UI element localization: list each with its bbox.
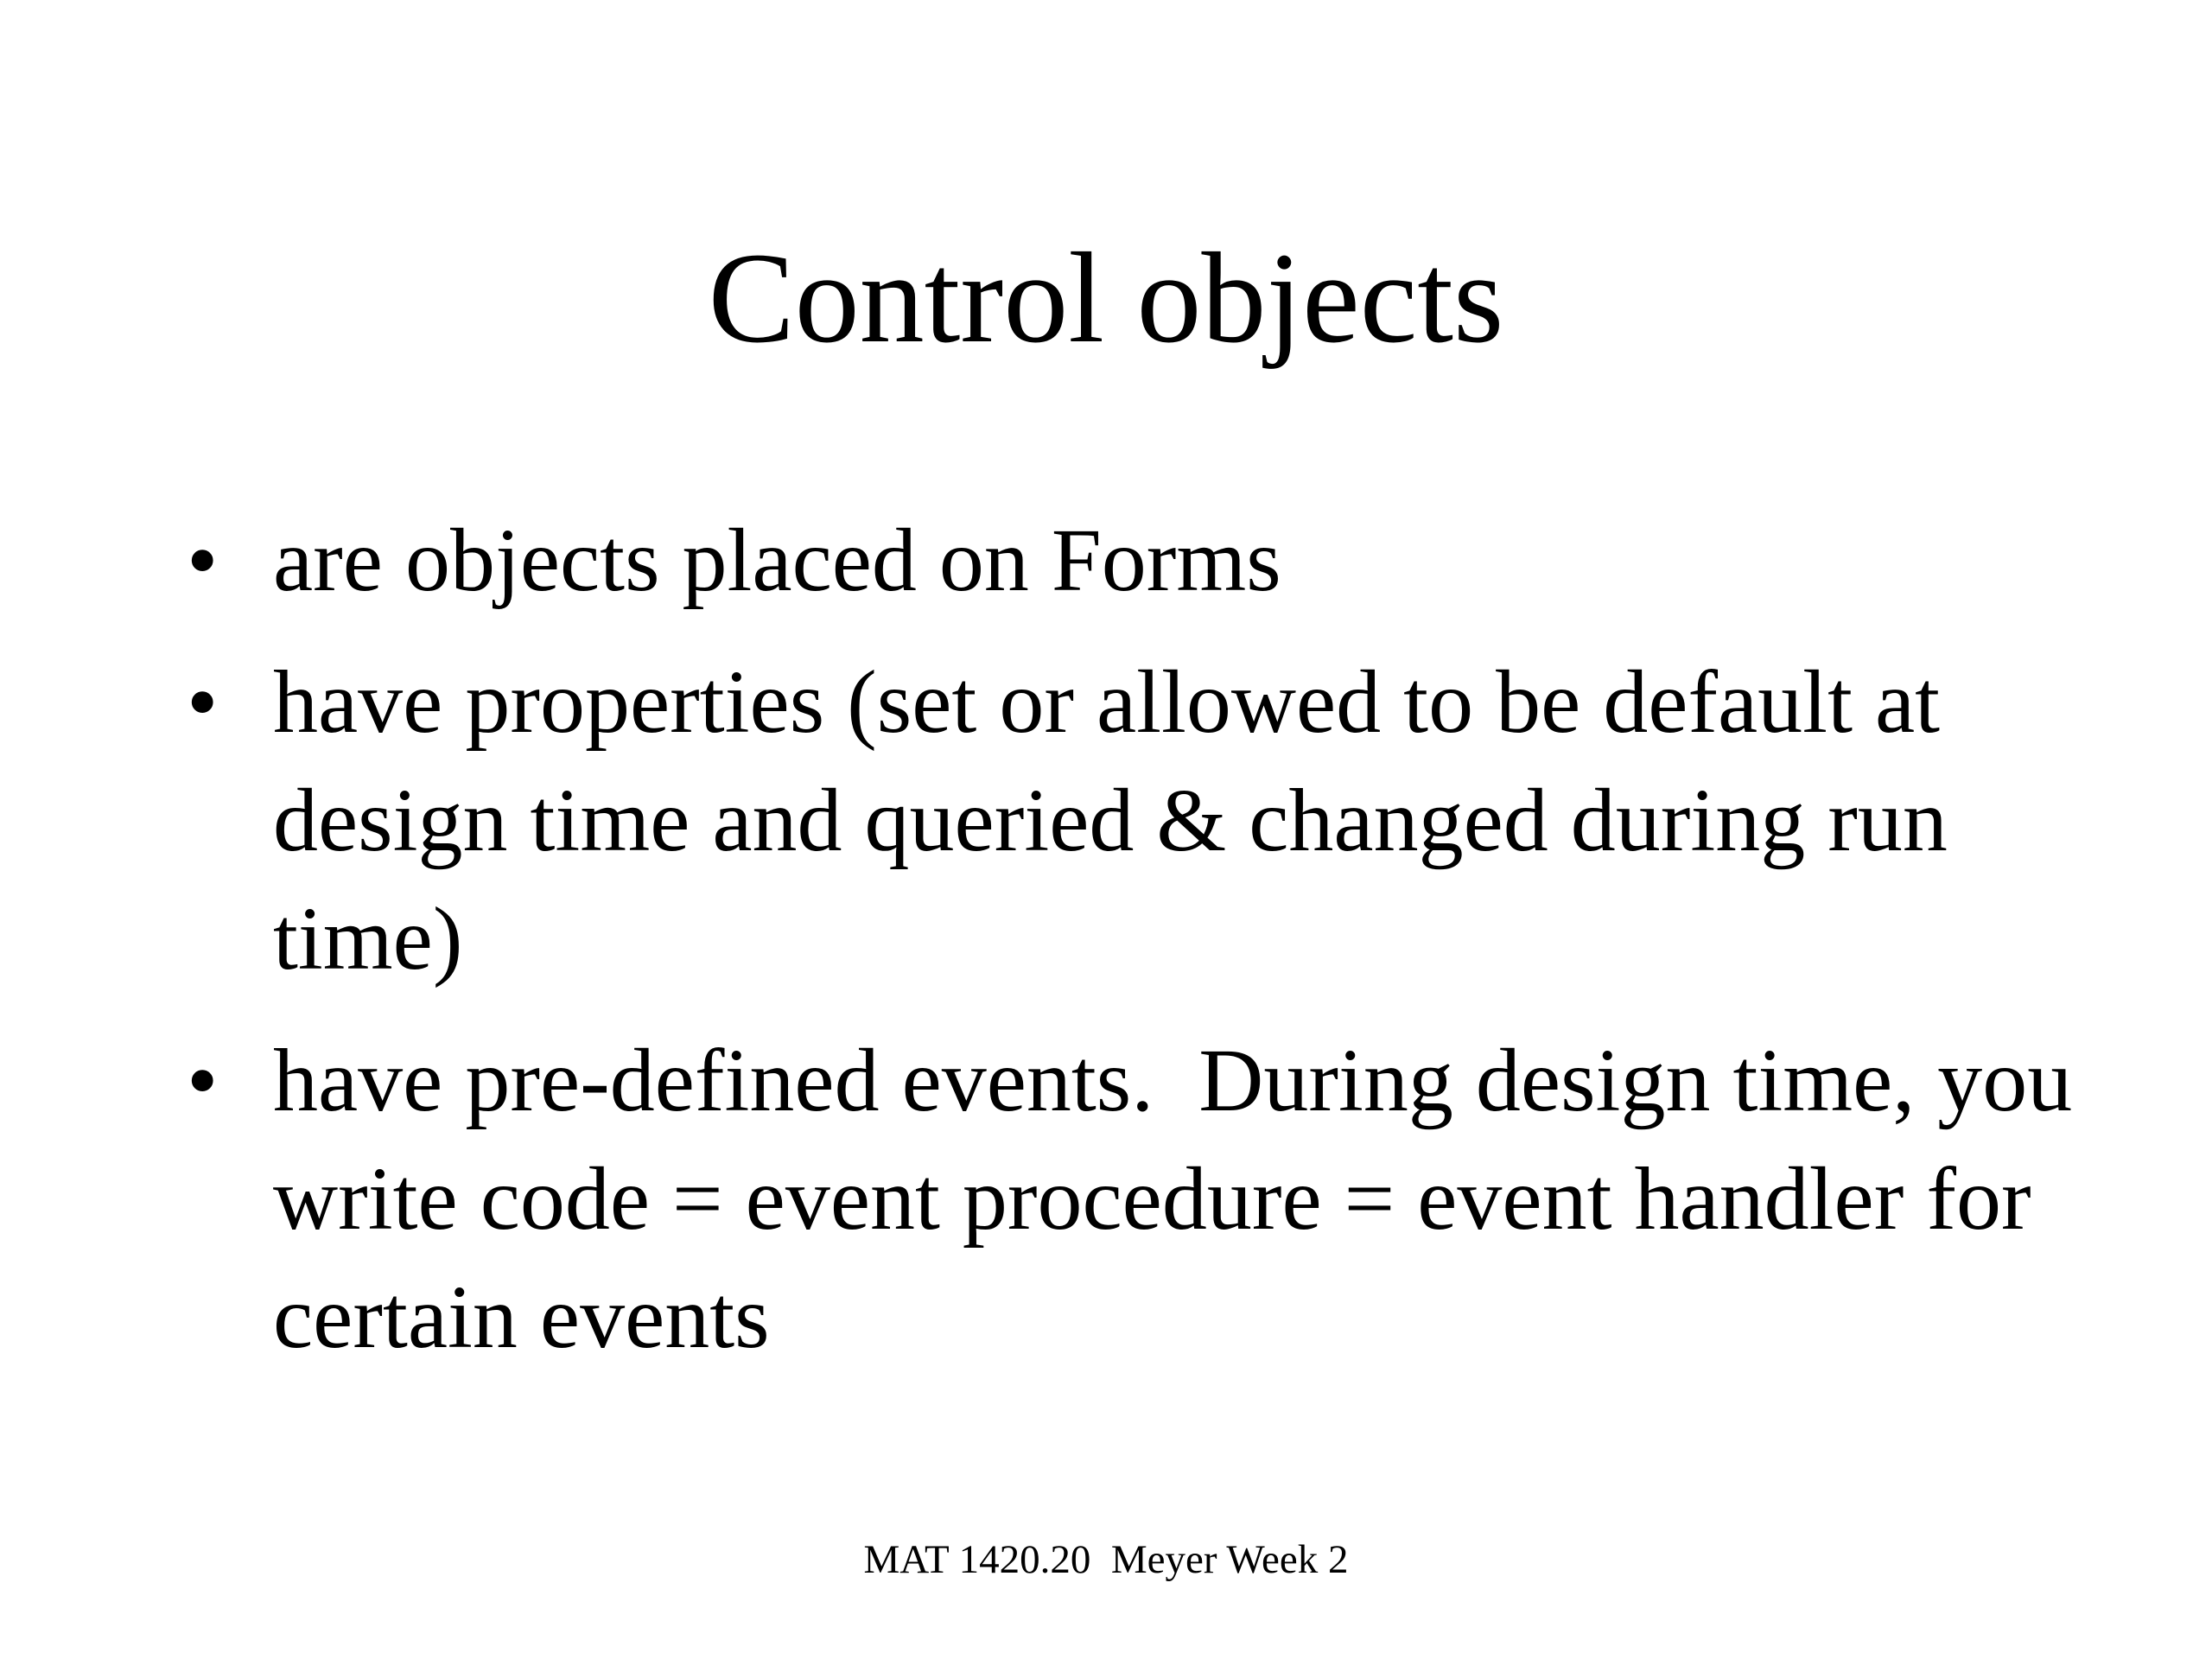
bullet-icon: • — [187, 511, 219, 610]
bullet-list — [187, 501, 2095, 1400]
slide-footer: MAT 1420.20 Meyer Week 2 — [863, 1537, 1349, 1582]
slide-title: Control objects — [708, 226, 1504, 370]
bullet-text: have pre-defined events. During design time, you write code = event procedure = event handler for certain events — [273, 1031, 2095, 1367]
bullet-text: are objects placed on Forms — [273, 511, 1281, 610]
bullet-item — [187, 643, 2088, 998]
bullet-item — [187, 501, 2088, 620]
bullet-text: have properties (set or allowed to be default at design time and queried & changed during run time) — [273, 652, 1948, 988]
bullet-icon: • — [187, 652, 219, 752]
bullet-item — [187, 1021, 2095, 1376]
bullet-icon: • — [187, 1031, 219, 1130]
